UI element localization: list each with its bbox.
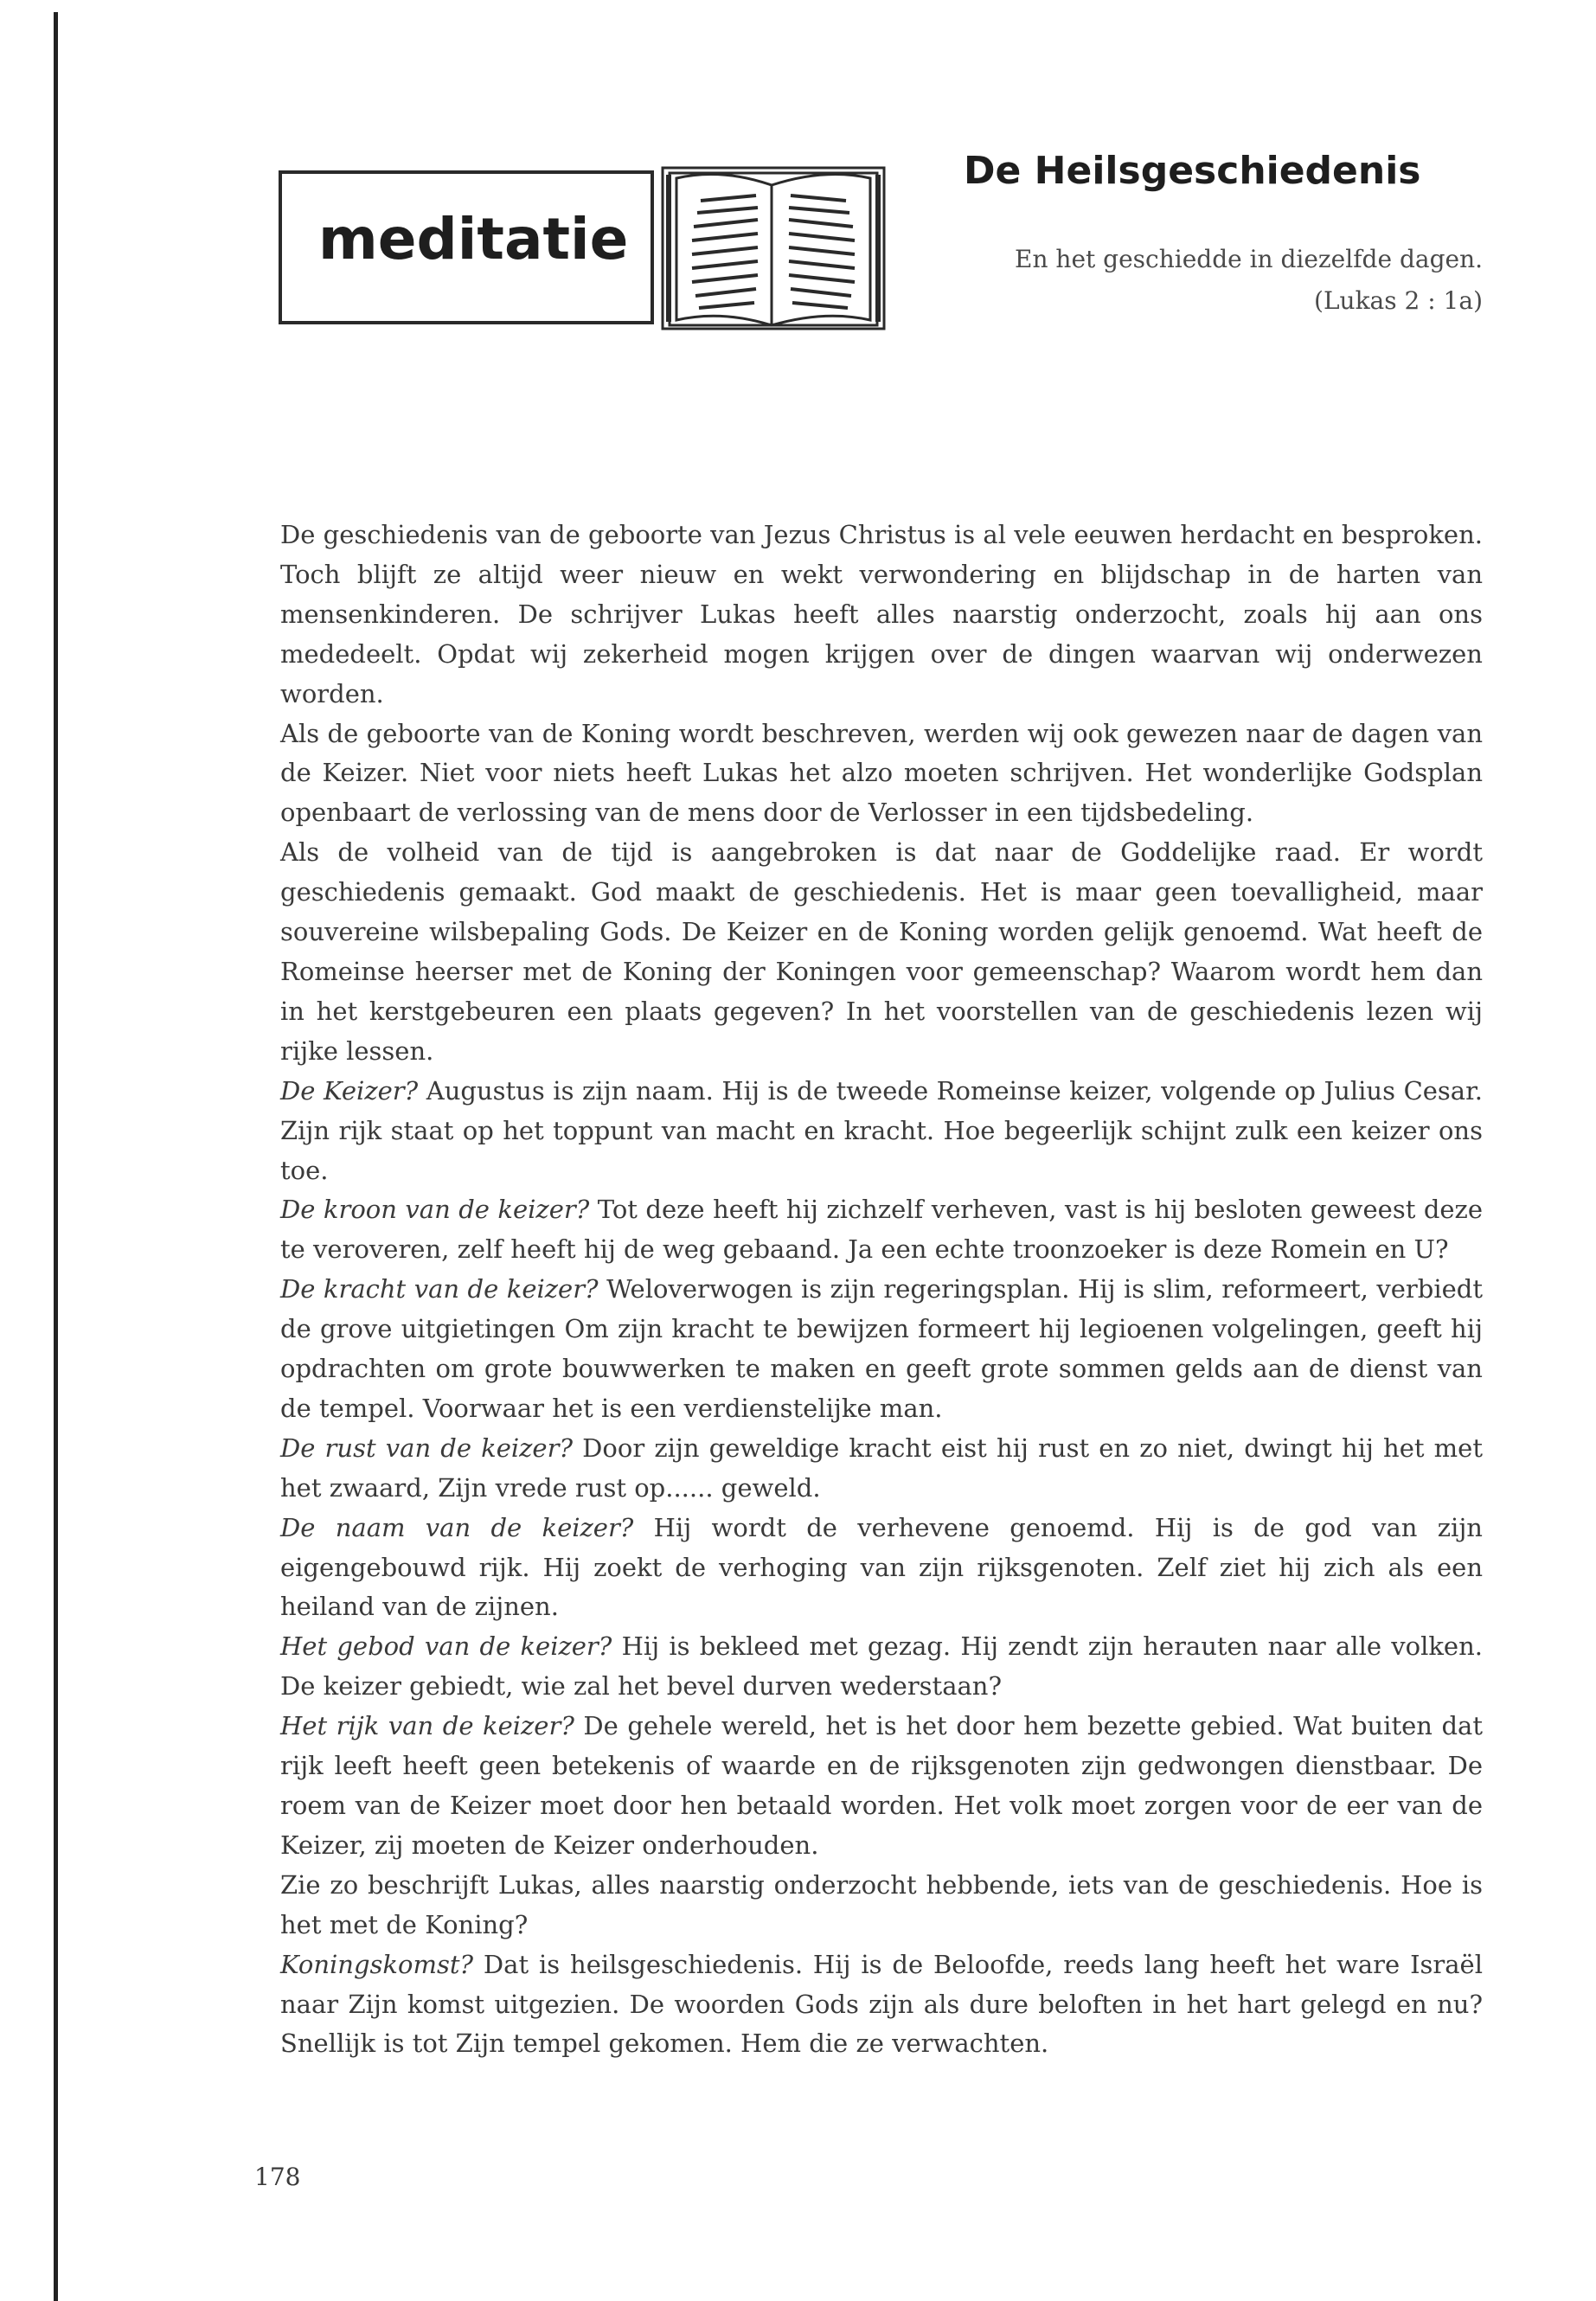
paragraph: De Keizer? Augustus is zijn naam. Hij is de tweede Romeinse keizer, volgende op Julius Cesar. Zijn rijk staat op het toppunt van macht en kracht. Hoe begeerlijk schijnt zulk een keizer ons toe. [280, 1075, 1483, 1185]
section-label: meditatie [318, 206, 629, 272]
paragraph: De kroon van de keizer? Tot deze heeft hij zichzelf verheven, vast is hij besloten geweest deze te veroveren, zelf heeft hij de weg gebaand. Ja een echte troonzoeker is deze Romein en U? [280, 1195, 1483, 1265]
paragraph-lead: Het rijk van de keizer? [280, 1711, 574, 1741]
paragraph: Het gebod van de keizer? Hij is bekleed met gezag. Hij zendt zijn herauten naar alle volken. De keizer gebiedt, wie zal het bevel durven wederstaan? [280, 1631, 1483, 1702]
article-body [280, 516, 1483, 2064]
paragraph: Zie zo beschrijft Lukas, alles naarstig onderzocht hebbende, iets van de geschiedenis. Hoe is het met de Koning? [280, 1869, 1483, 1939]
page-binding-edge [54, 12, 58, 2301]
paragraph: Koningskomst? Dat is heilsgeschiedenis. Hij is de Beloofde, reeds lang heeft het ware Israël naar Zijn komst uitgezien. De woorden Gods zijn als dure beloften in het hart gelegd en nu? Snellijk is tot Zijn tempel gekomen. Hem die ze verwachten. [280, 1949, 1483, 2059]
quote-text: En het geschiedde in diezelfde dagen. [1015, 245, 1483, 273]
paragraph-lead: De rust van de keizer? [280, 1433, 574, 1463]
quote-reference: (Lukas 2 : 1a) [1314, 286, 1483, 315]
paragraph: Het rijk van de keizer? De gehele wereld, het is het door hem bezette gebied. Wat buiten dat rijk leeft heeft geen betekenis of waarde en de rijksgenoten zijn gedwongen dienstbaar. De roem van de Keizer moet door hen betaald worden. Het volk moet zorgen voor de eer van de Keizer, zij moeten de Keizer onderhouden. [280, 1711, 1483, 1860]
paragraph: De kracht van de keizer? Weloverwogen is zijn regeringsplan. Hij is slim, reformeert, verbiedt de grove uitgietingen Om zijn kracht te bewijzen formeert hij legioenen volgelingen, geeft hij opdrachten om grote bouwwerken te maken en geeft grote sommen gelds aan de dienst van de tempel. Voorwaar het is een verdienstelijke man. [280, 1274, 1483, 1423]
paragraph: De rust van de keizer? Door zijn geweldige kracht eist hij rust en zo niet, dwingt hij het met het zwaard, Zijn vrede rust op...... geweld. [280, 1433, 1483, 1503]
paragraph-lead: De kroon van de keizer? [280, 1195, 590, 1225]
paragraph-lead: De Keizer? [280, 1075, 419, 1106]
paragraph-lead: Het gebod van de keizer? [280, 1631, 612, 1662]
paragraph-lead: Koningskomst? [280, 1949, 474, 1979]
paragraph: Als de geboorte van de Koning wordt beschreven, werden wij ook gewezen naar de dagen van de Keizer. Niet voor niets heeft Lukas het alzo moeten schrijven. Het wonderlijke Godsplan openbaart de verlossing van de mens door de Verlosser in een tijdsbedeling. [280, 718, 1483, 828]
scripture-quote [964, 239, 1483, 322]
paragraph: De geschiedenis van de geboorte van Jezus Christus is al vele eeuwen herdacht en besproken. Toch blijft ze altijd weer nieuw en wekt verwondering en blijdschap in de harten van mensenkinderen. De schrijver Lukas heeft alles naarstig onderzocht, zoals hij aan ons mededeelt. Opdat wij zekerheid mogen krijgen over de dingen waarvan wij onderwezen worden. [280, 520, 1483, 708]
paragraph-lead: De naam van de keizer? [280, 1512, 634, 1542]
article-title: De Heilsgeschiedenis [964, 149, 1421, 193]
paragraph-lead: De kracht van de keizer? [280, 1274, 599, 1304]
open-book-icon [661, 156, 886, 334]
paragraph: Als de volheid van de tijd is aangebroken is dat naar de Goddelijke raad. Er wordt geschiedenis gemaakt. God maakt de geschiedenis. Het is maar geen toevalligheid, maar souvereine wilsbepaling Gods. De Keizer en de Koning worden gelijk genoemd. Wat heeft de Romeinse heerser met de Koning der Koningen voor gemeenschap? Waarom wordt hem dan in het kerstgebeuren een plaats gegeven? In het voorstellen van de geschiedenis lezen wij rijke lessen. [280, 837, 1483, 1066]
page-number: 178 [254, 2163, 301, 2191]
paragraph: De naam van de keizer? Hij wordt de verhevene genoemd. Hij is de god van zijn eigengebouwd rijk. Hij zoekt de verhoging van zijn rijksgenoten. Zelf ziet hij zich als een heiland van de zijnen. [280, 1512, 1483, 1622]
